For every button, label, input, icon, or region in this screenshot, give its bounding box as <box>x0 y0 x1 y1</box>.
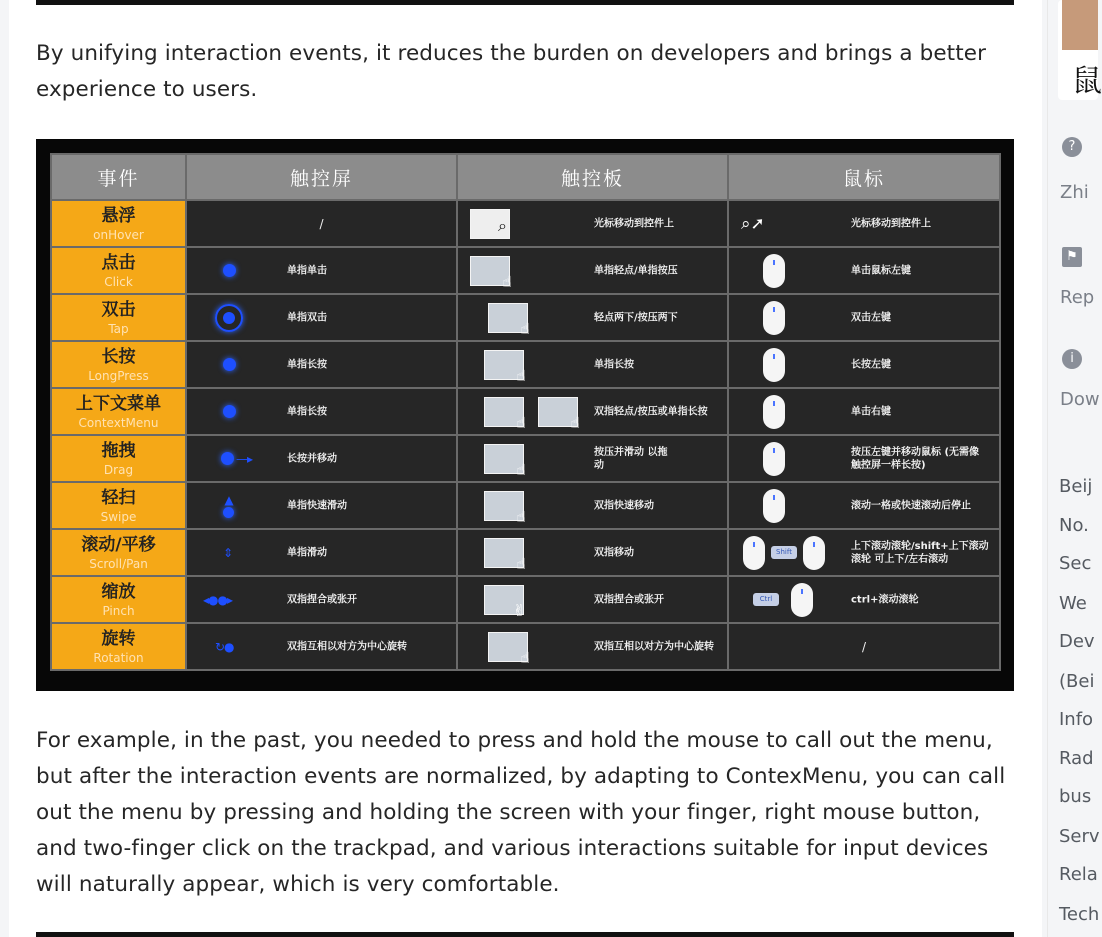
mouse-icon <box>763 254 785 288</box>
mouse-text: 长按左键 <box>851 359 891 370</box>
touch-text: 单指滑动 <box>287 547 327 558</box>
mouse-cell <box>728 247 1000 294</box>
touchpad-icon: ☝ <box>488 632 528 662</box>
sidebar-line: Info <box>1059 709 1094 730</box>
pad-text: 单指长按 <box>594 359 634 370</box>
mouse-icon <box>763 348 785 382</box>
header-mouse: 鼠标 <box>728 154 1000 200</box>
mouse-cell <box>728 294 1000 341</box>
mouse-text: 上下滚动滚轮/shift+上下滚动滚轮 可上下/左右滚动 <box>851 540 989 565</box>
mouse-text: 单击鼠标左键 <box>851 265 911 276</box>
mouse-text: 光标移动到控件上 <box>851 218 931 229</box>
touch-cell <box>186 247 457 294</box>
touch-text: 双指互相以对方为中心旋转 <box>287 641 407 652</box>
pad-text: 按压并滑动 以拖动 <box>594 446 668 471</box>
touch-cell <box>186 341 457 388</box>
pad-text: 光标移动到控件上 <box>594 218 674 229</box>
event-cell <box>51 200 186 247</box>
pad-text: 双指捏合或张开 <box>594 594 664 605</box>
pad-text: 轻点两下/按压两下 <box>594 312 678 323</box>
shift-key-icon: Shift <box>771 546 797 559</box>
event-name-en: Rotation <box>93 650 144 665</box>
mouse-icon <box>743 536 765 570</box>
bottom-divider <box>36 932 1014 937</box>
mouse-text: 滚动一格或快速滚动后停止 <box>851 500 971 511</box>
swipe-icon: ▲ <box>224 493 233 507</box>
touch-cell <box>186 623 457 670</box>
mouse-cell <box>728 529 1000 576</box>
touch-cell <box>186 294 457 341</box>
sidebar-line: Beij <box>1059 476 1093 497</box>
event-cell <box>51 294 186 341</box>
mouse-icon <box>763 301 785 335</box>
touch-text: 单指长按 <box>287 406 327 417</box>
pad-cell <box>457 388 728 435</box>
mouse-text: 按压左键并移动鼠标 (无需像触控屏一样长按) <box>851 446 980 471</box>
event-cell <box>51 529 186 576</box>
pad-cell <box>457 294 728 341</box>
sidebar-line: Rela <box>1059 864 1098 885</box>
event-cell <box>51 623 186 670</box>
event-cell <box>51 341 186 388</box>
author-avatar[interactable] <box>1062 0 1098 50</box>
paragraph-example: For example, in the past, you needed to press and hold the mouse to call out the menu, but after the interaction events are normalized, by adapting to ContexMenu, you can call out the menu by pressing and holding the screen with your finger, right mouse button, and two-finger click on the trackpad, and various interactions suitable for input devices will naturally appear, which is very comfortable. <box>36 728 1006 897</box>
table-row <box>51 294 1000 341</box>
ctrl-key-icon: Ctrl <box>753 593 779 606</box>
paragraph-intro: By unifying interaction events, it reduces the burden on developers and brings a better experience to users. <box>36 41 987 102</box>
event-name-en: LongPress <box>88 368 149 383</box>
touch-cell: / <box>186 200 457 247</box>
mouse-cell <box>728 388 1000 435</box>
header-event: 事件 <box>51 154 186 200</box>
mouse-icon <box>803 536 825 570</box>
touchpad-icon: ☝ <box>484 444 524 474</box>
sidebar-item[interactable]: Zhi <box>1060 182 1089 203</box>
event-name-en: Tap <box>108 321 129 336</box>
touchpad-icon: ☝ <box>470 256 510 286</box>
mouse-text: 双击左键 <box>851 312 891 323</box>
double-tap-icon <box>215 304 243 332</box>
mouse-cell: / <box>728 623 1000 670</box>
event-cell <box>51 435 186 482</box>
mouse-icon <box>763 442 785 476</box>
event-name-zh: 滚动/平移 <box>81 534 156 555</box>
table-row <box>51 482 1000 529</box>
table-row <box>51 200 1000 247</box>
table-row <box>51 388 1000 435</box>
rotation-icon: ↻● <box>215 639 234 654</box>
sidebar-line: bus <box>1059 786 1092 807</box>
table-row <box>51 435 1000 482</box>
touchpad-icon: ✌ <box>484 585 524 615</box>
pinch-icon: ◂●●▸ <box>203 592 232 607</box>
pad-cell <box>457 247 728 294</box>
touchpad-icon: ☝ <box>484 350 524 380</box>
touch-text: 单指双击 <box>287 312 327 323</box>
touch-cell <box>186 482 457 529</box>
sidebar-line: (Bei <box>1059 671 1095 692</box>
pad-text: 双指轻点/按压或单指长按 <box>594 406 708 417</box>
top-divider <box>36 0 1014 5</box>
mouse-text: 单击右键 <box>851 406 891 417</box>
touch-point-icon <box>223 264 236 277</box>
table-row <box>51 576 1000 623</box>
touch-cell: —▸ 长按并移动 <box>186 435 457 482</box>
pad-text: 单指轻点/单指按压 <box>594 265 678 276</box>
event-name-zh: 长按 <box>101 346 136 367</box>
header-touchpad: 触控板 <box>457 154 728 200</box>
pad-cell <box>457 435 728 482</box>
event-name-zh: 缩放 <box>101 581 136 602</box>
event-name-en: Click <box>104 274 133 289</box>
sidebar-line: Serv <box>1059 826 1100 847</box>
pad-cell <box>457 482 728 529</box>
mouse-cell <box>728 482 1000 529</box>
event-name-zh: 轻扫 <box>101 487 136 508</box>
info-icon: i <box>1062 349 1082 369</box>
search-cursor-icon: ⌕➚ <box>741 213 765 234</box>
sidebar-item[interactable]: Rep <box>1060 287 1095 308</box>
touch-point-icon <box>223 405 236 418</box>
sidebar-line: Tech <box>1059 904 1100 925</box>
touch-text: 双指捏合或张开 <box>287 594 357 605</box>
touch-text: 单指单击 <box>287 265 327 276</box>
pad-text: 双指互相以对方为中心旋转 <box>594 641 714 652</box>
search-cursor-icon: ⌕ <box>470 209 510 239</box>
table-row <box>51 529 1000 576</box>
sidebar-line: No. <box>1059 515 1089 536</box>
table-row <box>51 341 1000 388</box>
touch-text: 长按并移动 <box>287 453 337 464</box>
event-name-zh: 拖拽 <box>101 440 136 461</box>
mouse-text: ctrl+滚动滚轮 <box>851 594 919 605</box>
event-name-zh: 点击 <box>101 252 136 273</box>
pad-text: 双指快速移动 <box>594 500 654 511</box>
sidebar-line: Sec <box>1059 553 1092 574</box>
event-name-zh: 上下文菜单 <box>76 393 161 414</box>
pad-text: 双指移动 <box>594 547 634 558</box>
touchpad-icon: ☝ <box>488 303 528 333</box>
interaction-events-figure <box>36 139 1014 691</box>
event-name-en: ContextMenu <box>78 415 159 430</box>
event-name-zh: 旋转 <box>101 628 136 649</box>
event-name-zh: 双击 <box>101 299 136 320</box>
touch-point-icon <box>223 358 236 371</box>
flag-icon: ⚑ <box>1062 247 1082 267</box>
mouse-cell <box>728 341 1000 388</box>
event-name-en: Swipe <box>100 509 137 524</box>
mouse-cell <box>728 200 1000 247</box>
event-cell <box>51 482 186 529</box>
pad-cell <box>457 623 728 670</box>
touchpad-icon: ☝ <box>538 397 578 427</box>
touch-cell <box>186 388 457 435</box>
mouse-icon <box>763 395 785 429</box>
sidebar-line: Rad <box>1059 748 1094 769</box>
sidebar-line: We <box>1059 593 1087 614</box>
question-icon: ? <box>1062 137 1082 157</box>
event-cell <box>51 388 186 435</box>
mouse-cell <box>728 435 1000 482</box>
touch-cell <box>186 529 457 576</box>
touchpad-icon: ☝ <box>484 538 524 568</box>
event-cell <box>51 576 186 623</box>
drag-icon <box>221 452 234 465</box>
event-name-zh: 悬浮 <box>101 205 136 226</box>
table-header-row <box>51 154 1000 200</box>
pad-cell <box>457 341 728 388</box>
sidebar-item[interactable]: Dow <box>1060 389 1100 410</box>
touch-text: 单指长按 <box>287 359 327 370</box>
pad-cell <box>457 529 728 576</box>
touchpad-icon: ☝ <box>484 397 524 427</box>
table-row <box>51 247 1000 294</box>
pad-cell <box>457 200 728 247</box>
header-touchscreen: 触控屏 <box>186 154 457 200</box>
event-name-en: Pinch <box>102 603 135 618</box>
mouse-cell <box>728 576 1000 623</box>
author-card-char: 鼠 <box>1072 64 1102 99</box>
pad-cell <box>457 576 728 623</box>
mouse-icon <box>791 583 813 617</box>
mouse-icon <box>763 489 785 523</box>
sidebar-line: Dev <box>1059 631 1095 652</box>
table-row <box>51 623 1000 670</box>
event-name-en: onHover <box>93 227 144 242</box>
author-card[interactable] <box>1058 0 1102 100</box>
touchpad-icon: ☝ <box>484 491 524 521</box>
touch-text: 单指快速滑动 <box>287 500 347 511</box>
touch-cell <box>186 576 457 623</box>
event-name-en: Scroll/Pan <box>89 556 148 571</box>
scroll-icon: ⇕ <box>223 545 233 560</box>
interaction-events-table <box>50 153 1001 671</box>
event-name-en: Drag <box>103 462 134 477</box>
event-cell <box>51 247 186 294</box>
